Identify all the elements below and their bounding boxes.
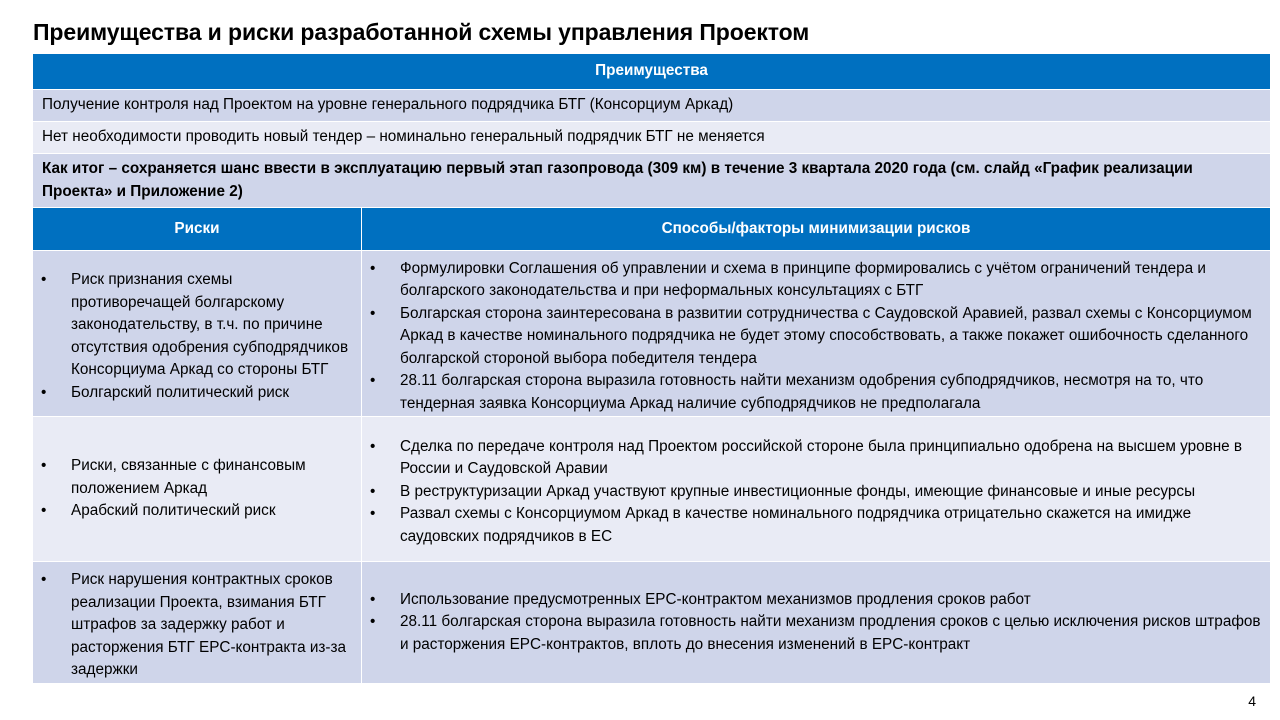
mitigation-item: • Использование предусмотренных EPC-контрактом механизмов продления сроков работ xyxy=(370,589,1262,612)
risk-item: • Риск признания схемы противоречащей болгарскому законодательству, в т.ч. по причине отсутствия одобрения субподрядчиков Консорциума Аркад со стороны БТГ xyxy=(41,269,353,382)
mitigation-item: • 28.11 болгарская сторона выразила готовность найти механизм одобрения субподрядчиков, несмотря на то, что тендерная заявка Консорциума Аркад наличие субподрядчиков не предполагала xyxy=(370,370,1262,415)
advantage-row xyxy=(33,90,1271,122)
mitigation-item: • Болгарская сторона заинтересована в развитии сотрудничества с Саудовской Аравией, развал схемы с Консорциумом Аркад в качестве номинального подрядчика не будет этому способствовать, а также покажет ошибочность сделанного болгарской стороной выбора победителя тендера xyxy=(370,303,1262,371)
risk-cell xyxy=(33,562,362,684)
risk-cell xyxy=(33,251,362,417)
mitigation-cell xyxy=(362,251,1271,417)
mitigation-item: • В реструктуризации Аркад участвуют крупные инвестиционные фонды, имеющие финансовые и иные ресурсы xyxy=(370,481,1262,504)
risk-item: • Риск нарушения контрактных сроков реализации Проекта, взимания БТГ штрафов за задержку работ и расторжения БТГ EPC-контракта из-за задержки xyxy=(41,569,353,682)
conclusion-row xyxy=(33,154,1271,208)
risk-item: • Арабский политический риск xyxy=(41,500,353,523)
mitigation-item: • Сделка по передаче контроля над Проектом российской стороне была принципиально одобрена на высшем уровне в России и Саудовской Аравии xyxy=(370,436,1262,481)
risks-column-header: Риски xyxy=(33,208,362,251)
slide-title: Преимущества и риски разработанной схемы управления Проектом xyxy=(33,19,810,45)
mitigation-cell xyxy=(362,562,1271,684)
advantage-row xyxy=(33,122,1271,154)
advantages-risks-table xyxy=(32,53,1271,684)
risk-row xyxy=(33,417,1271,562)
risks-header-row xyxy=(33,208,1271,251)
page-number: 4 xyxy=(1248,693,1256,709)
advantages-header: Преимущества xyxy=(33,54,1271,90)
mitigation-column-header: Способы/факторы минимизации рисков xyxy=(362,208,1271,251)
advantages-header-row xyxy=(33,54,1271,90)
advantage-item: Получение контроля над Проектом на уровне генерального подрядчика БТГ (Консорциум Аркад) xyxy=(33,90,1271,122)
mitigation-cell xyxy=(362,417,1271,562)
mitigation-item: • Развал схемы с Консорциумом Аркад в качестве номинального подрядчика отрицательно скажется на имидже саудовских подрядчиков в ЕС xyxy=(370,503,1262,548)
advantages-conclusion: Как итог – сохраняется шанс ввести в эксплуатацию первый этап газопровода (309 км) в течение 3 квартала 2020 года (см. слайд «График реализации Проекта» и Приложение 2) xyxy=(33,154,1271,208)
risk-item: • Риски, связанные с финансовым положением Аркад xyxy=(41,455,353,500)
mitigation-item: • 28.11 болгарская сторона выразила готовность найти механизм продления сроков с целью исключения рисков штрафов и расторжения EPC-контрактов, вплоть до внесения изменений в EPC-контракт xyxy=(370,611,1262,656)
mitigation-item: • Формулировки Соглашения об управлении и схема в принципе формировались с учётом ограничений тендера и болгарского законодательства и при неформальных консультациях с БТГ xyxy=(370,258,1262,303)
risk-item: • Болгарский политический риск xyxy=(41,382,353,405)
advantage-item: Нет необходимости проводить новый тендер – номинально генеральный подрядчик БТГ не меняется xyxy=(33,122,1271,154)
risk-cell xyxy=(33,417,362,562)
risk-row xyxy=(33,562,1271,684)
risk-row xyxy=(33,251,1271,417)
